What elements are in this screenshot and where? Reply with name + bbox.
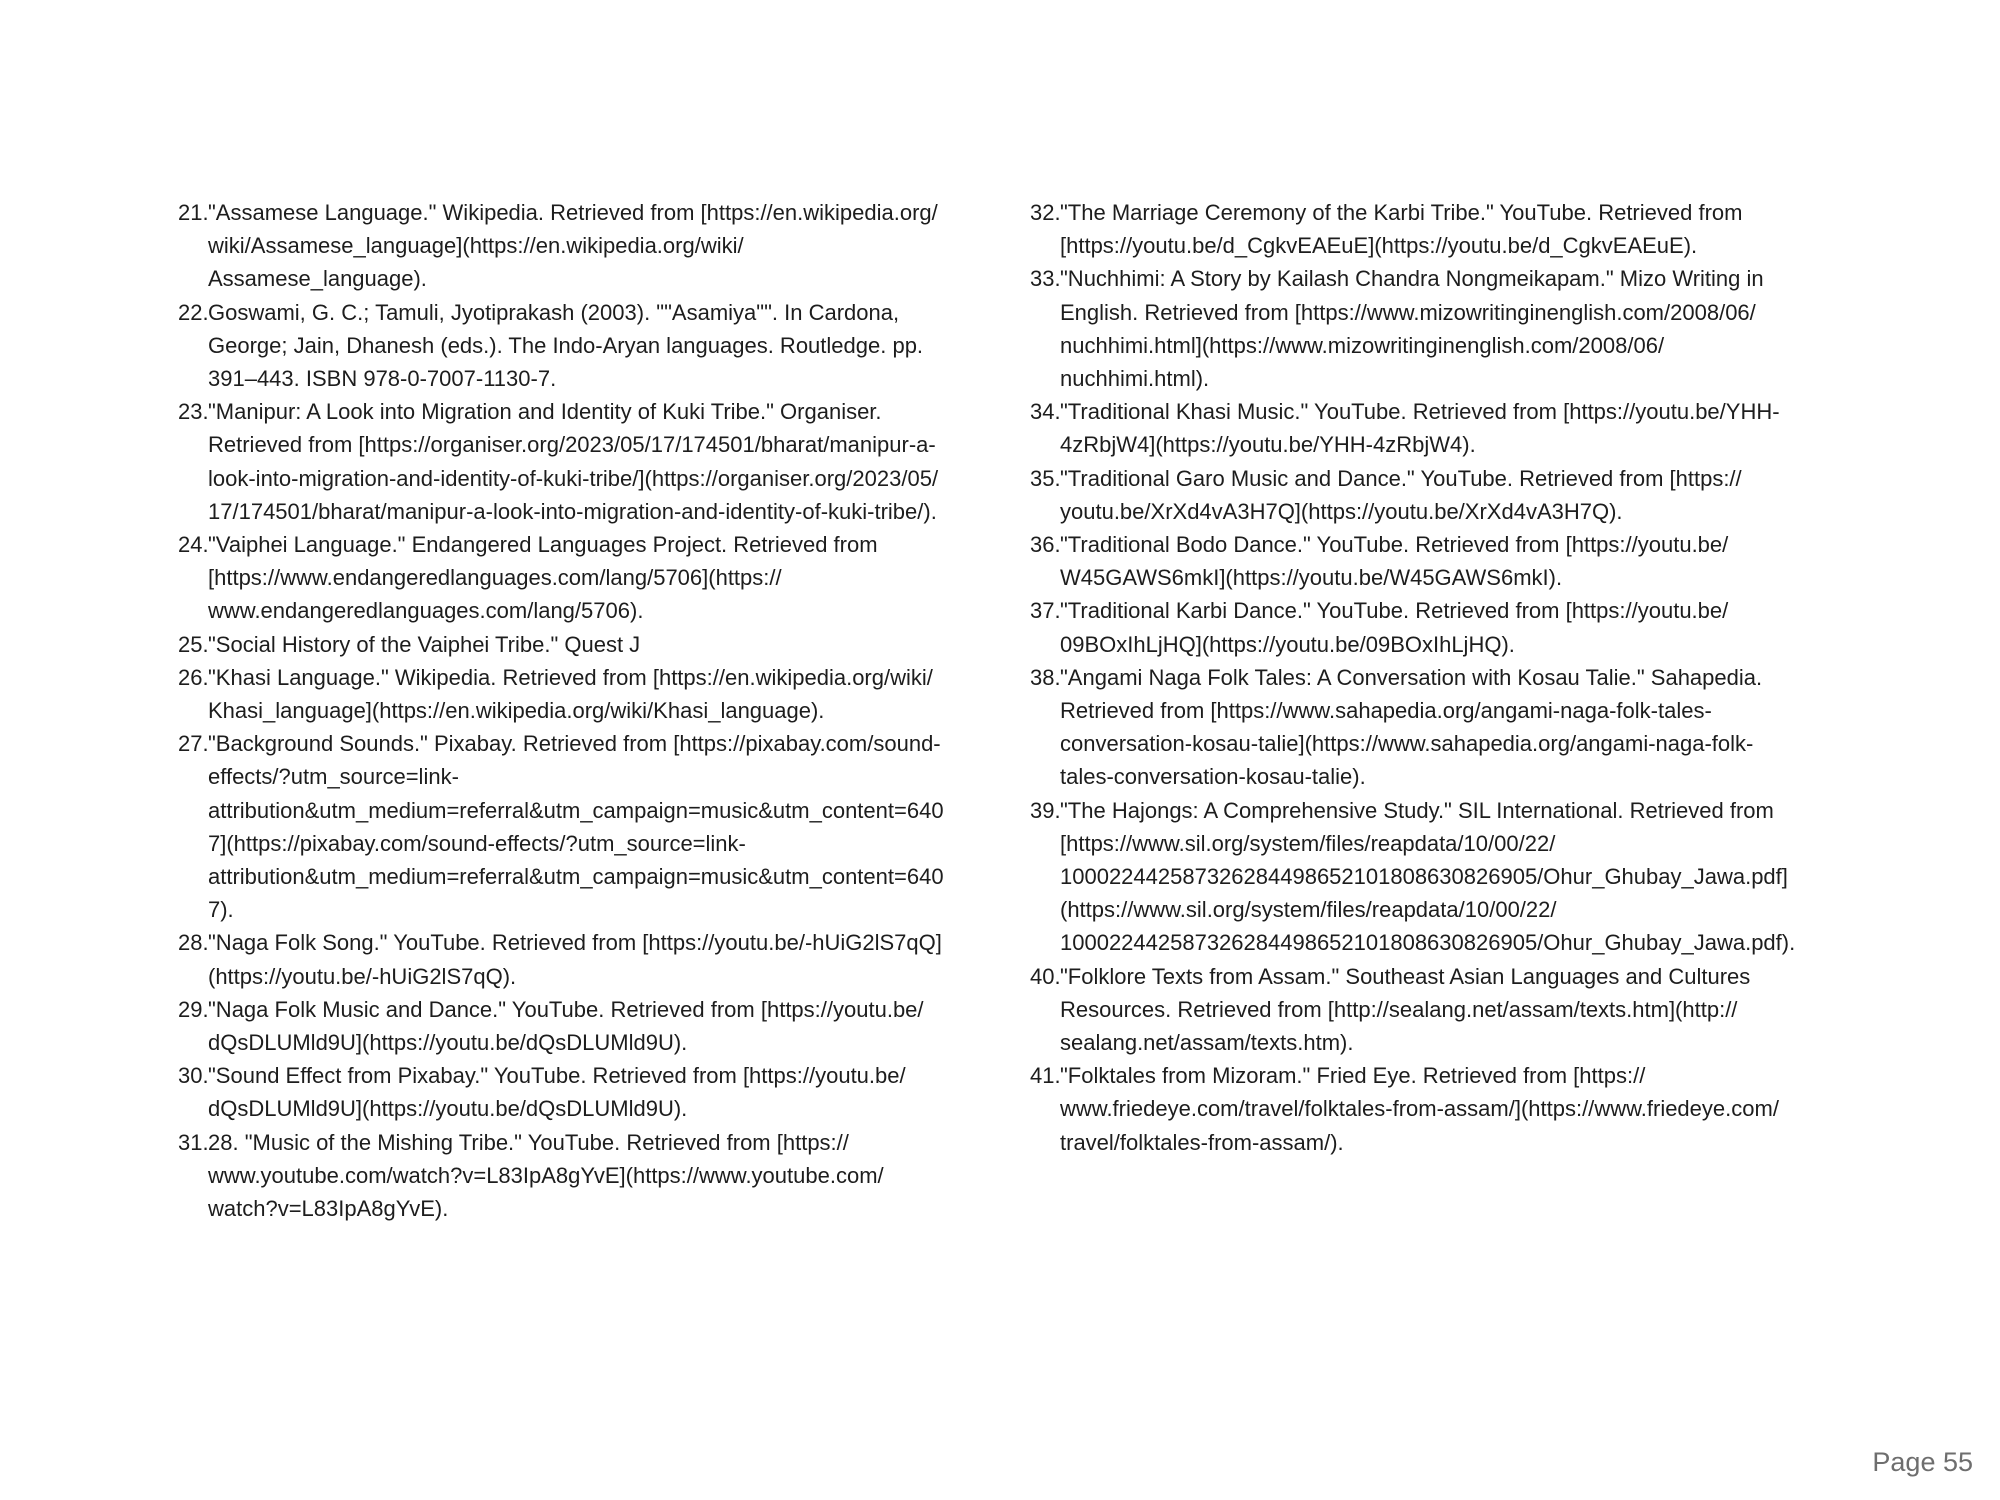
- reference-number: 32.: [1030, 200, 1061, 225]
- reference-text: "Traditional Karbi Dance." YouTube. Retrieved from [https://youtu.be/09BOxIhLjHQ](https://youtu.be/09BOxIhLjHQ).: [1060, 598, 1729, 657]
- reference-text: "Folklore Texts from Assam." Southeast Asian Languages and Cultures Resources. Retrieved from [http://sealang.net/assam/texts.htm](http://sealang.net/assam/texts.htm).: [1060, 963, 1751, 1056]
- reference-item: [178, 1059, 950, 1125]
- reference-text: Goswami, G. C.; Tamuli, Jyotiprakash (2003). ""Asamiya"". In Cardona, George; Jain, Dhanesh (eds.). The Indo-Aryan languages. Routledge. pp. 391–443. ISBN 978-0-7007-1130-7.: [208, 299, 924, 392]
- reference-item: [1030, 395, 1802, 461]
- reference-item: [178, 395, 950, 528]
- reference-text: 28. "Music of the Mishing Tribe." YouTube. Retrieved from [https://www.youtube.com/watch?v=L83IpA8gYvE](https://www.youtube.com/watch?v=L83IpA8gYvE).: [208, 1129, 884, 1222]
- reference-item: [1030, 1059, 1802, 1159]
- reference-item: [178, 296, 950, 396]
- reference-text: "The Marriage Ceremony of the Karbi Tribe." YouTube. Retrieved from [https://youtu.be/d_CgkvEAEuE](https://youtu.be/d_CgkvEAEuE).: [1060, 200, 1743, 259]
- reference-item: [178, 1126, 950, 1226]
- reference-text: "Assamese Language." Wikipedia. Retrieved from [https://en.wikipedia.org/wiki/Assamese_language](https://en.wikipedia.org/wiki/Assamese_language).: [208, 200, 938, 292]
- reference-item: [178, 926, 950, 992]
- reference-item: [1030, 462, 1802, 528]
- reference-number: 29.: [178, 996, 209, 1022]
- reference-number: 31.: [178, 1129, 209, 1155]
- reference-item: [178, 661, 950, 727]
- reference-text: "Sound Effect from Pixabay." YouTube. Retrieved from [https://youtu.be/dQsDLUMld9U](https://youtu.be/dQsDLUMld9U).: [208, 1063, 906, 1122]
- reference-number: 35.: [1030, 465, 1061, 491]
- page-number: Page 55: [1872, 1447, 1973, 1477]
- reference-number: 22.: [178, 299, 209, 325]
- reference-number: 27.: [178, 731, 209, 757]
- reference-item: [1030, 262, 1802, 395]
- reference-text: "Traditional Garo Music and Dance." YouTube. Retrieved from [https://youtu.be/XrXd4vA3H7Q](https://youtu.be/XrXd4vA3H7Q).: [1060, 465, 1742, 524]
- reference-item: [1030, 661, 1802, 794]
- reference-item: [1030, 196, 1802, 262]
- references-column-right: [1030, 196, 1802, 1159]
- reference-text: "Traditional Khasi Music." YouTube. Retrieved from [https://youtu.be/YHH-4zRbjW4](https://youtu.be/YHH-4zRbjW4).: [1060, 399, 1780, 458]
- reference-item: [1030, 594, 1802, 660]
- reference-number: 23.: [178, 399, 209, 425]
- reference-number: 37.: [1030, 598, 1061, 624]
- reference-item: [1030, 960, 1802, 1060]
- reference-number: 39.: [1030, 797, 1061, 823]
- reference-number: 21.: [178, 200, 209, 225]
- reference-text: "Folktales from Mizoram." Fried Eye. Retrieved from [https://www.friedeye.com/travel/folktales-from-assam/](https://www.friedeye.com/travel/folktales-from-assam/).: [1060, 1063, 1779, 1155]
- reference-item: [1030, 528, 1802, 594]
- reference-text: "Naga Folk Song." YouTube. Retrieved from [https://youtu.be/-hUiG2lS7qQ](https://youtu.be/-hUiG2lS7qQ).: [208, 930, 942, 989]
- reference-item: [178, 628, 950, 661]
- reference-item: [178, 528, 950, 628]
- reference-text: "Social History of the Vaiphei Tribe." Quest J: [208, 631, 641, 657]
- reference-text: "Traditional Bodo Dance." YouTube. Retrieved from [https://youtu.be/W45GAWS6mkI](https://youtu.be/W45GAWS6mkI).: [1060, 532, 1729, 591]
- reference-number: 33.: [1030, 266, 1061, 292]
- reference-number: 25.: [178, 631, 209, 657]
- reference-text: "Vaiphei Language." Endangered Languages Project. Retrieved from [https://www.endangeredlanguages.com/lang/5706](https://www.endangeredlanguages.com/lang/5706).: [208, 532, 878, 624]
- reference-number: 40.: [1030, 963, 1061, 989]
- references-column-left: [178, 196, 950, 1225]
- reference-number: 41.: [1030, 1063, 1061, 1089]
- reference-item: [178, 993, 950, 1059]
- reference-text: "Manipur: A Look into Migration and Identity of Kuki Tribe." Organiser. Retrieved from [https://organiser.org/2023/05/17/174501/bharat/manipur-a-look-into-migration-and-identity-of-kuki-tribe/](https://organiser.org/2023/05/17/174501/bharat/manipur-a-look-into-migration-and-identity-of-kuki-tribe/).: [208, 399, 939, 524]
- reference-number: 26.: [178, 664, 209, 690]
- reference-text: "Nuchhimi: A Story by Kailash Chandra Nongmeikapam." Mizo Writing in English. Retrieved from [https://www.mizowritinginenglish.com/2008/06/nuchhimi.html](https://www.mizowritinginenglish.com/2008/06/nuchhimi.html).: [1060, 266, 1764, 392]
- reference-number: 38.: [1030, 664, 1061, 690]
- reference-number: 28.: [178, 930, 209, 956]
- reference-text: "Angami Naga Folk Tales: A Conversation with Kosau Talie." Sahapedia. Retrieved from [https://www.sahapedia.org/angami-naga-folk-tales-conversation-kosau-talie](https://www.sahapedia.org/angami-naga-folk-tales-conversation-kosau-talie).: [1060, 664, 1763, 790]
- reference-text: "The Hajongs: A Comprehensive Study." SIL International. Retrieved from [https://www.sil.org/system/files/reapdata/10/00/22/100022442587326284498652101808630826905/Ohur_Ghubay_Jawa.pdf](https://www.sil.org/system/files/reapdata/10/00/22/100022442587326284498652101808630826905/Ohur_Ghubay_Jawa.pdf).: [1060, 797, 1796, 956]
- reference-number: 36.: [1030, 532, 1061, 558]
- reference-number: 24.: [178, 532, 209, 558]
- reference-text: "Background Sounds." Pixabay. Retrieved from [https://pixabay.com/sound-effects/?utm_source=link-attribution&utm_medium=referral&utm_campaign=music&utm_content=6407](https://pixabay.com/sound-effects/?utm_source=link-attribution&utm_medium=referral&utm_campaign=music&utm_content=6407).: [208, 731, 944, 923]
- reference-number: 30.: [178, 1063, 209, 1089]
- reference-text: "Khasi Language." Wikipedia. Retrieved from [https://en.wikipedia.org/wiki/Khasi_language](https://en.wikipedia.org/wiki/Khasi_language).: [208, 664, 933, 724]
- reference-item: [178, 196, 950, 296]
- reference-number: 34.: [1030, 399, 1061, 425]
- reference-item: [178, 727, 950, 926]
- reference-item: [1030, 794, 1802, 960]
- reference-text: "Naga Folk Music and Dance." YouTube. Retrieved from [https://youtu.be/dQsDLUMld9U](https://youtu.be/dQsDLUMld9U).: [208, 996, 924, 1056]
